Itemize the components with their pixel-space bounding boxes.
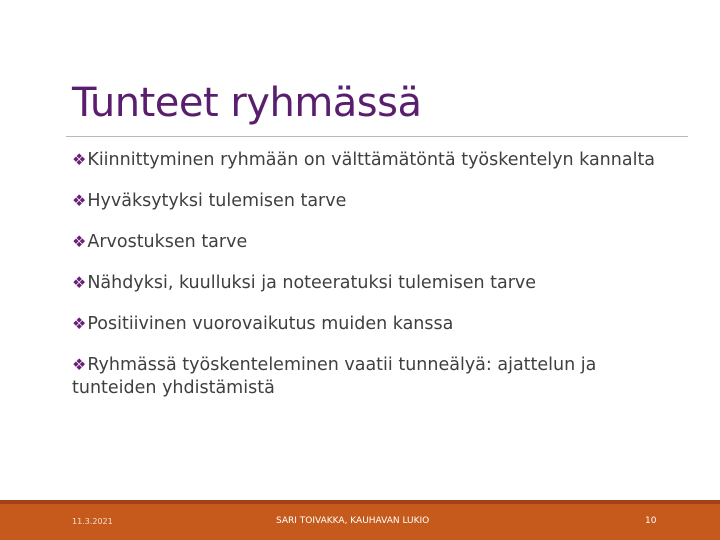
- bullet-text: Positiivinen vuorovaikutus muiden kanssa: [87, 314, 454, 334]
- diamond-bullet-icon: ❖: [72, 273, 87, 292]
- bullet-item: [72, 148, 682, 172]
- slide-title: Tunteet ryhmässä: [72, 80, 422, 126]
- diamond-bullet-icon: ❖: [72, 314, 87, 333]
- title-divider: [66, 136, 688, 137]
- slide-number: 10: [645, 516, 657, 526]
- diamond-bullet-icon: ❖: [72, 355, 87, 374]
- bullet-list: [72, 148, 682, 417]
- bullet-text: Ryhmässä työskenteleminen vaatii tunneälyä: ajattelun ja tunteiden yhdistämistä: [72, 355, 597, 398]
- bullet-text: Arvostuksen tarve: [87, 232, 248, 252]
- bullet-text: Hyväksytyksi tulemisen tarve: [87, 191, 347, 211]
- bullet-item: [72, 230, 682, 254]
- footer-author: SARI TOIVAKKA, KAUHAVAN LUKIO: [276, 516, 430, 526]
- footer-date: 11.3.2021: [72, 517, 113, 526]
- bullet-item: [72, 312, 682, 336]
- bullet-item: [72, 271, 682, 295]
- bullet-item: [72, 353, 682, 400]
- diamond-bullet-icon: ❖: [72, 232, 87, 251]
- bullet-text: Kiinnittyminen ryhmään on välttämätöntä työskentelyn kannalta: [87, 150, 656, 170]
- footer-accent-line: [0, 500, 720, 504]
- bullet-item: [72, 189, 682, 213]
- diamond-bullet-icon: ❖: [72, 150, 87, 169]
- bullet-text: Nähdyksi, kuulluksi ja noteeratuksi tulemisen tarve: [87, 273, 537, 293]
- diamond-bullet-icon: ❖: [72, 191, 87, 210]
